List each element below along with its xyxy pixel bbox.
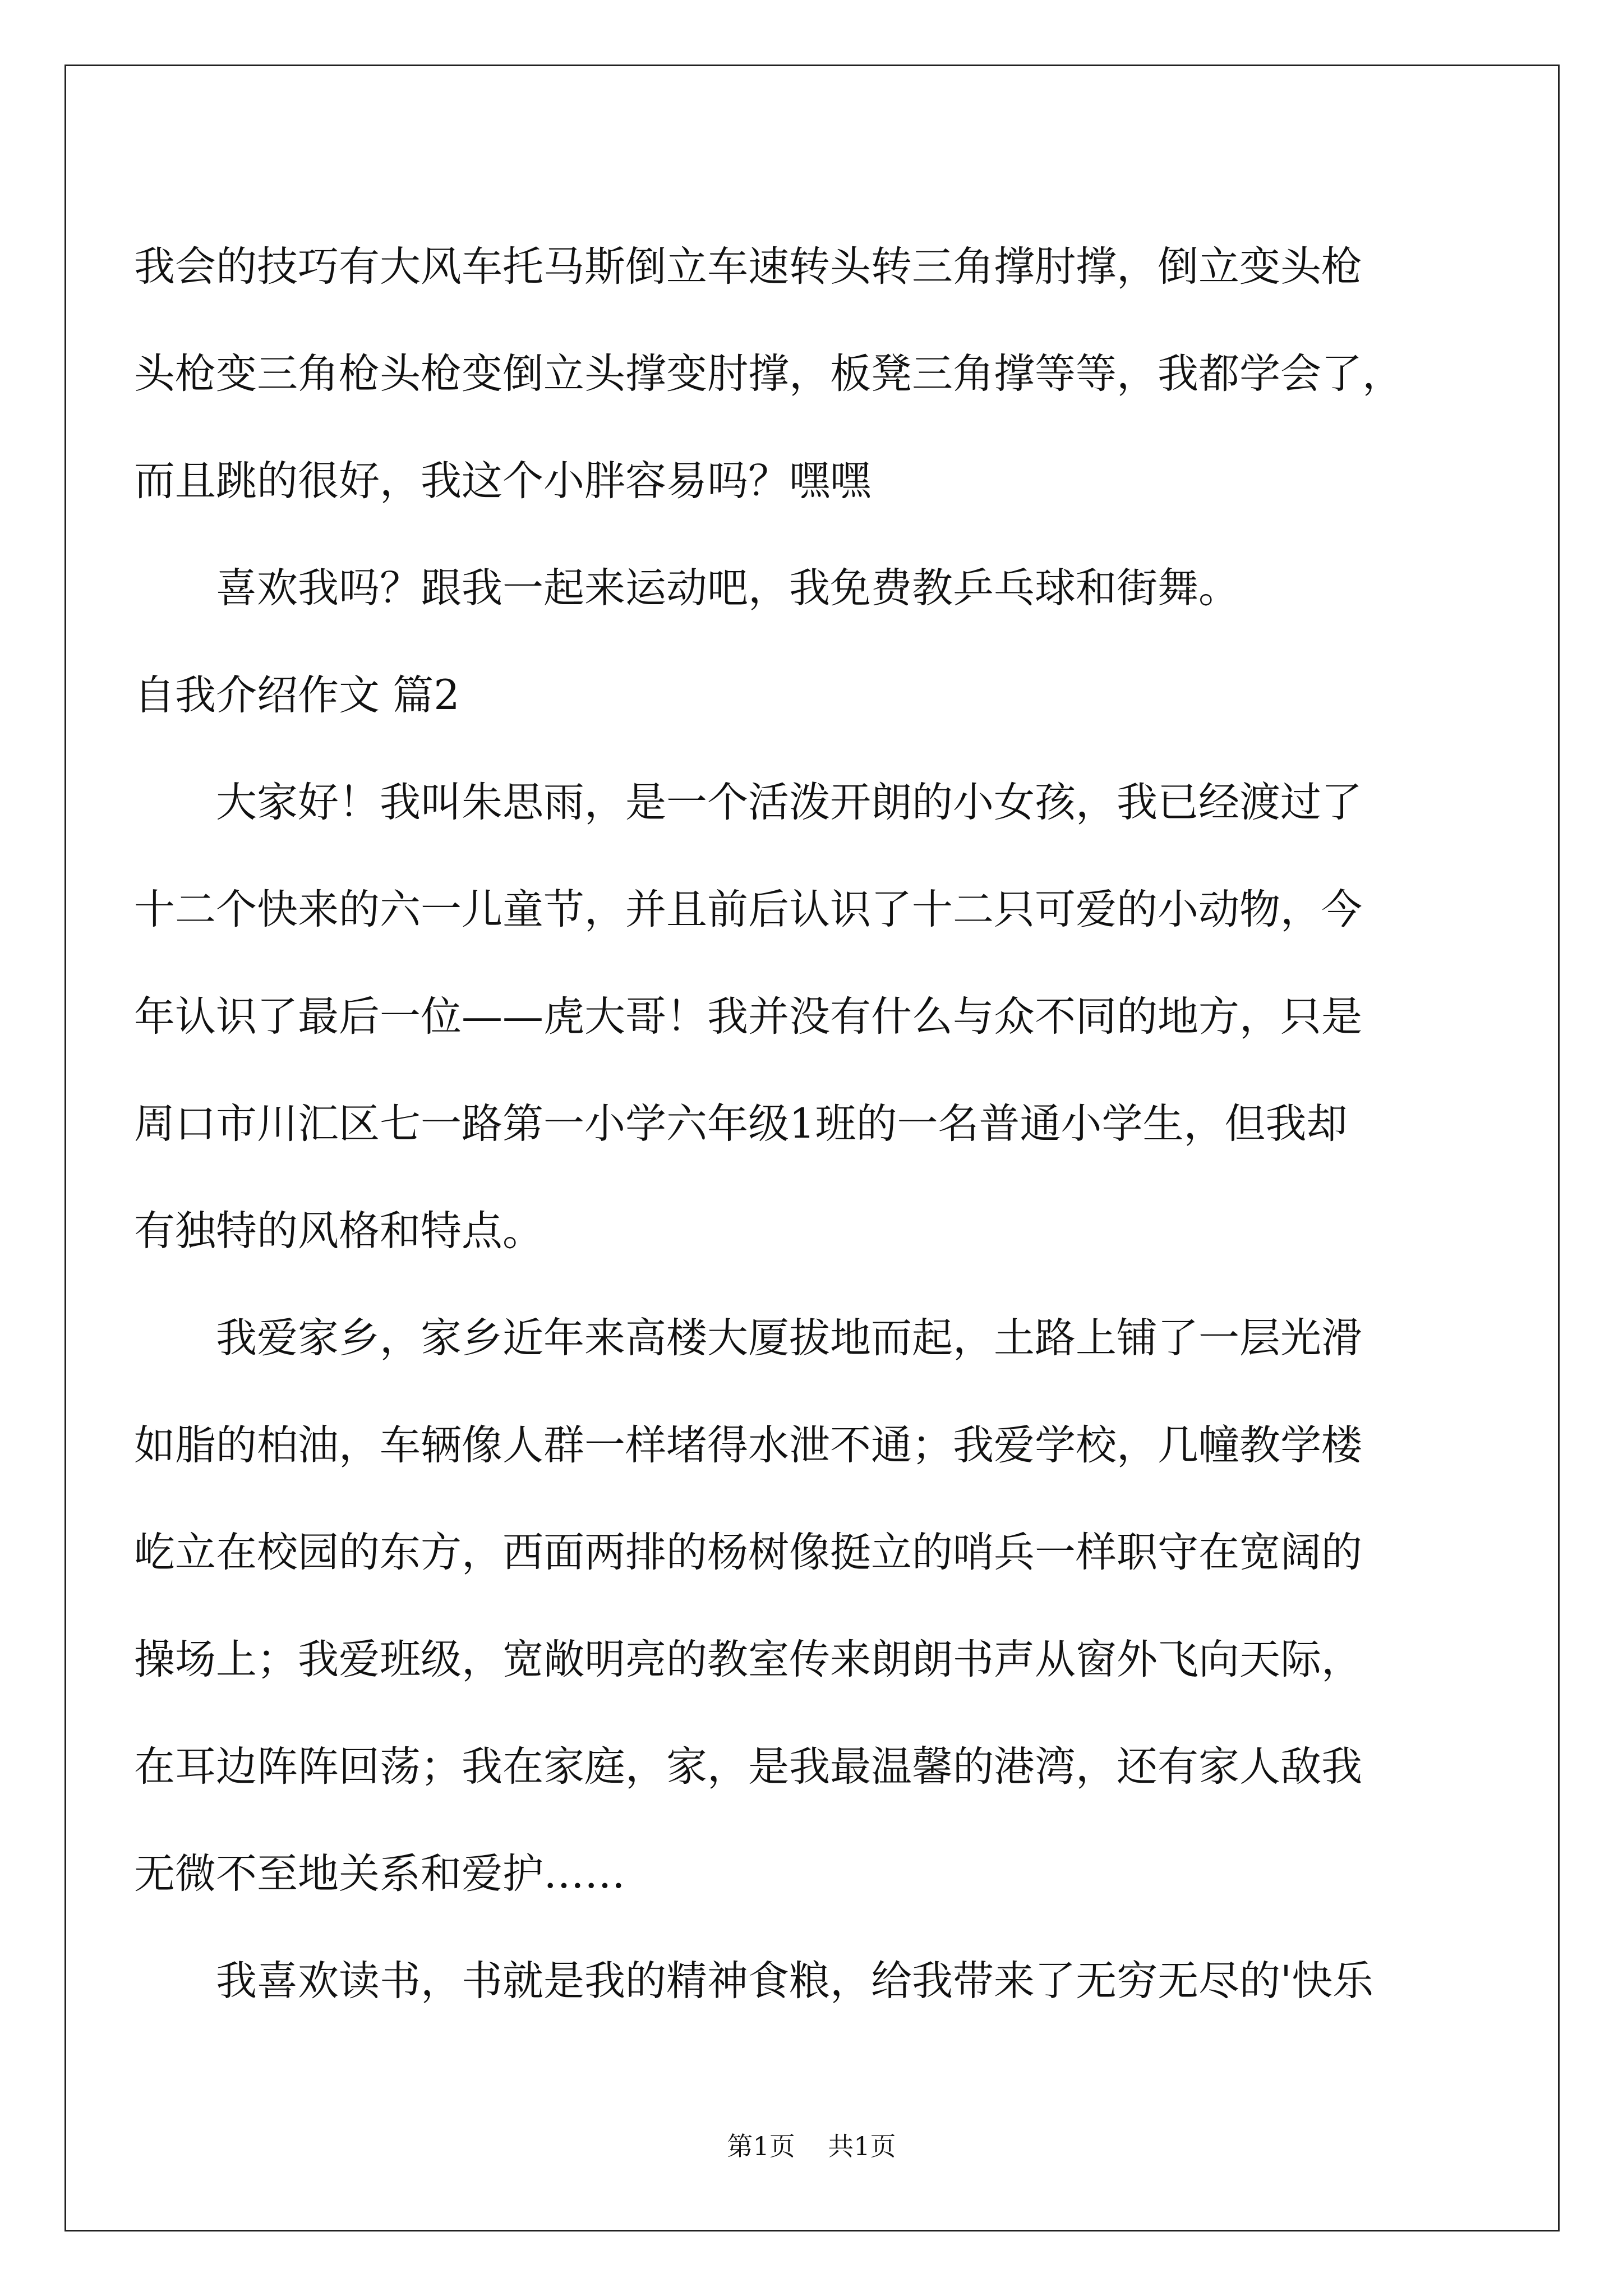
page-total: 共1页 <box>828 2131 896 2161</box>
text-line: 在耳边阵阵回荡；我在家庭，家，是我最温馨的港湾，还有家人敌我 <box>134 1743 1362 1791</box>
text-line: 十二个快来的六一儿童节，并且前后认识了十二只可爱的小动物，今 <box>134 886 1362 933</box>
text-line: 年认识了最后一位——虎大哥！我并没有什么与众不同的地方，只是 <box>134 993 1362 1041</box>
text-line: 如脂的柏油，车辆像人群一样堵得水泄不通；我爱学校，几幢教学楼 <box>134 1421 1362 1469</box>
paragraph <box>134 535 1480 642</box>
paragraph <box>134 1927 1480 2035</box>
text-line: 有独特的风格和特点。 <box>134 1207 543 1255</box>
page-footer <box>0 2126 1623 2163</box>
paragraph <box>134 749 1480 1285</box>
section-heading: 自我介绍作文 篇2 <box>134 671 460 719</box>
text-line: 头枪变三角枪头枪变倒立头撑变肘撑，板凳三角撑等等，我都学会了， <box>134 350 1403 398</box>
text-line: 我会的技巧有大风车托马斯倒立车速转头转三角撑肘撑，倒立变头枪 <box>134 243 1362 291</box>
document-body <box>134 213 1480 2035</box>
text-line: 无微不至地关系和爱护…… <box>134 1850 625 1898</box>
text-line: 喜欢我吗？跟我一起来运动吧，我免费教乒乓球和街舞。 <box>216 564 1239 612</box>
text-line: 大家好！我叫朱思雨，是一个活泼开朗的小女孩，我已经渡过了 <box>216 779 1362 826</box>
text-line: 操场上；我爱班级，宽敞明亮的教室传来朗朗书声从窗外飞向天际， <box>134 1636 1362 1683</box>
text-line: 屹立在校园的东方，西面两排的杨树像挺立的哨兵一样职守在宽阔的 <box>134 1529 1362 1576</box>
page-number: 第1页 <box>727 2131 795 2161</box>
text-line: 我爱家乡，家乡近年来高楼大厦拔地而起，土路上铺了一层光滑 <box>216 1314 1362 1362</box>
text-line: 周口市川汇区七一路第一小学六年级1班的一名普通小学生，但我却 <box>134 1100 1348 1148</box>
text-line: 而且跳的很好，我这个小胖容易吗？嘿嘿 <box>134 457 871 505</box>
paragraph <box>134 1285 1480 1927</box>
text-line: 我喜欢读书，书就是我的精神食粮，给我带来了无穷无尽的'快乐 <box>216 1957 1374 2005</box>
paragraph <box>134 213 1480 535</box>
